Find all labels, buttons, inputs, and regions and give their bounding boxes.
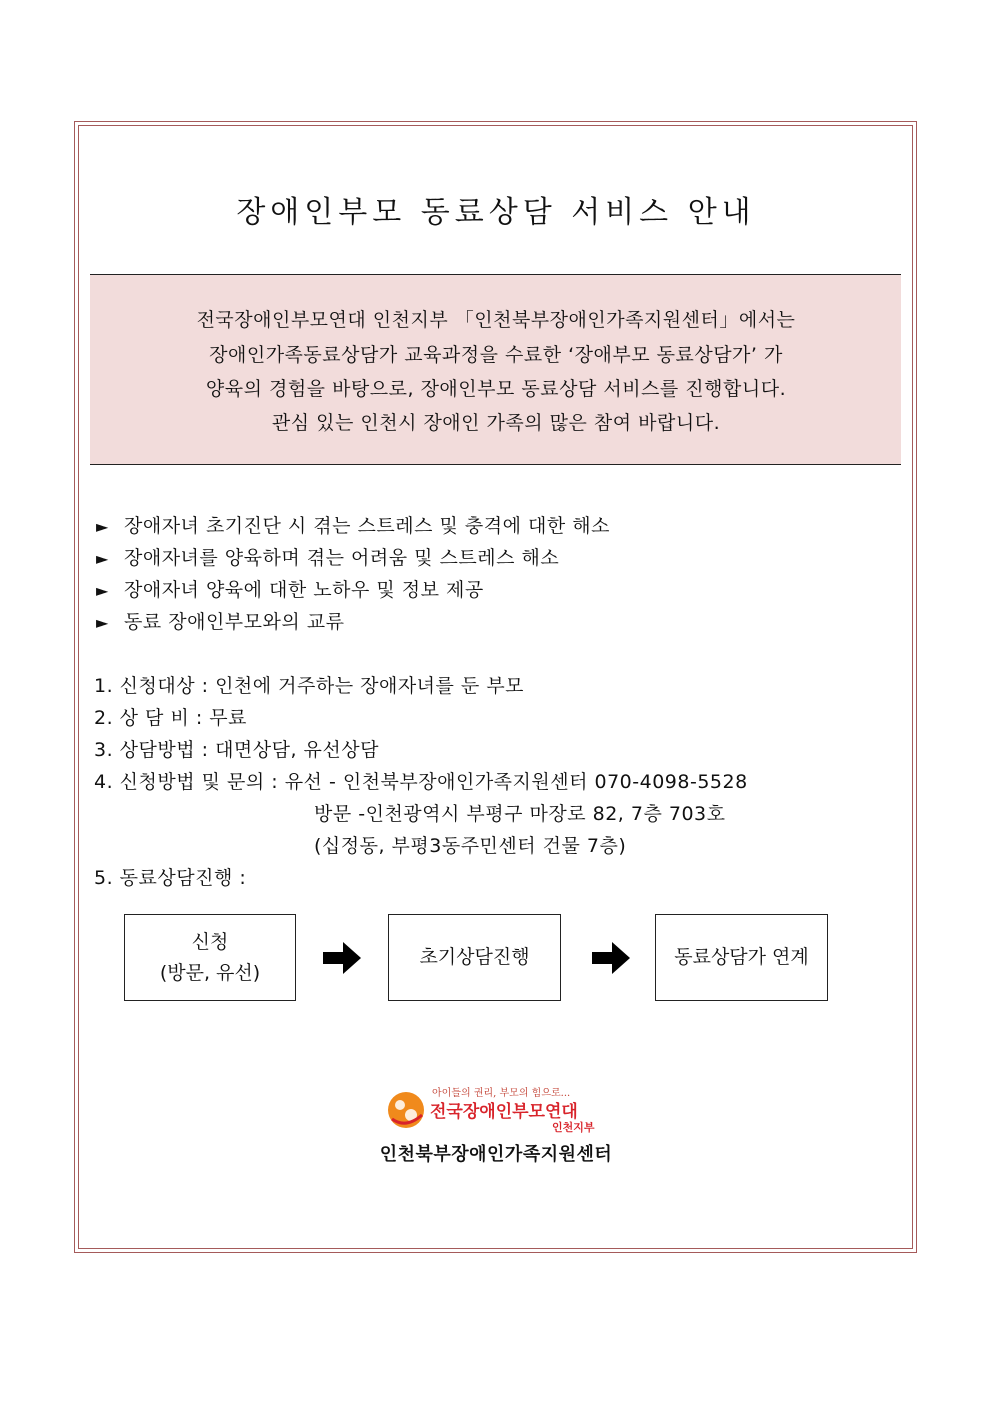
notice-line: 장애인가족동료상담가 교육과정을 수료한 ‘장애부모 동료상담가’ 가: [209, 344, 783, 366]
info-process: 5. 동료상담진행 :: [94, 867, 247, 889]
triangle-bullet-icon: ►: [96, 581, 109, 600]
logo-branch: 인천지부: [552, 1121, 595, 1134]
triangle-bullet-icon: ►: [96, 549, 109, 568]
arrow-right-icon: [592, 942, 630, 974]
bullet-item: [96, 575, 484, 602]
info-target: 1. 신청대상 : 인천에 거주하는 장애자녀를 둔 부모: [94, 675, 525, 697]
info-apply-visit: 방문 -인천광역시 부평구 마장로 82, 7층 703호: [314, 803, 726, 825]
notice-box: [90, 274, 901, 465]
step-apply-box: [124, 914, 296, 1001]
triangle-bullet-icon: ►: [96, 613, 109, 632]
notice-line: 전국장애인부모연대 인천지부 「인천북부장애인가족지원센터」에서는: [196, 309, 796, 331]
info-method: 3. 상담방법 : 대면상담, 유선상담: [94, 739, 379, 761]
info-fee: 2. 상 담 비 : 무료: [94, 707, 247, 729]
notice-line: 양육의 경험을 바탕으로, 장애인부모 동료상담 서비스를 진행합니다.: [205, 378, 787, 400]
step-initial-consult-box: [388, 914, 561, 1001]
step-peer-link-label: 동료상담가 연계: [674, 946, 809, 968]
bullet-item: [96, 607, 344, 634]
center-name: 인천북부장애인가족지원센터: [379, 1144, 613, 1165]
bullet-item: [96, 543, 559, 570]
info-apply: 4. 신청방법 및 문의 : 유선 - 인천북부장애인가족지원센터 070-4098-5528: [94, 771, 748, 793]
step-apply-sub: (방문, 유선): [159, 961, 261, 984]
bullet-text: 동료 장애인부모와의 교류: [124, 611, 345, 633]
bullet-text: 장애자녀 초기진단 시 겪는 스트레스 및 충격에 대한 해소: [124, 515, 610, 537]
page-title: 장애인부모 동료상담 서비스 안내: [236, 195, 756, 230]
step-initial-consult-label: 초기상담진행: [419, 946, 530, 968]
bullet-text: 장애자녀 양육에 대한 노하우 및 정보 제공: [124, 579, 484, 601]
notice-line: 관심 있는 인천시 장애인 가족의 많은 참여 바랍니다.: [271, 412, 721, 434]
logo-slogan: 아이들의 권리, 부모의 힘으로...: [432, 1088, 571, 1099]
step-peer-link-box: [655, 914, 828, 1001]
info-apply-address-note: (십정동, 부평3동주민센터 건물 7층): [314, 835, 627, 857]
step-apply-label: 신청: [191, 930, 229, 953]
arrow-right-icon: [323, 942, 361, 974]
bullet-text: 장애자녀를 양육하며 겪는 어려움 및 스트레스 해소: [124, 547, 560, 569]
bullet-item: [96, 511, 610, 538]
organization-logo: [384, 1085, 614, 1135]
triangle-bullet-icon: ►: [96, 517, 109, 536]
logo-org-name: 전국장애인부모연대: [430, 1102, 578, 1122]
